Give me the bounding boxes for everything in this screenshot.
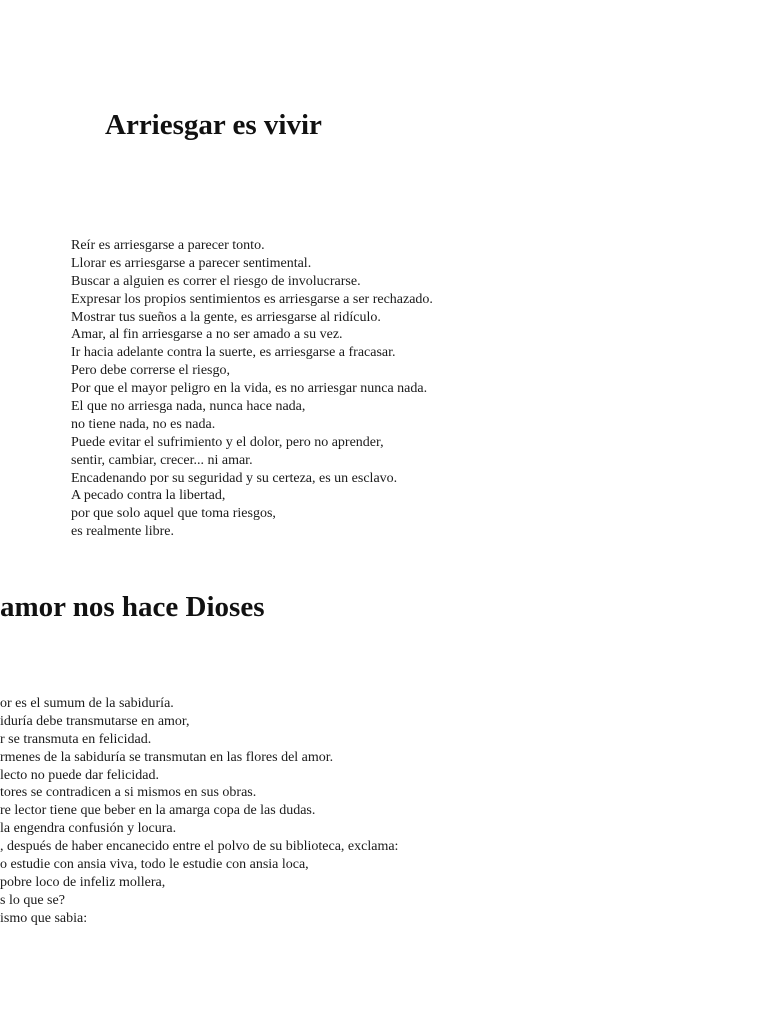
poem-line: Ir hacia adelante contra la suerte, es arriesgarse a fracasar.	[71, 345, 396, 361]
poem-line: Reír es arriesgarse a parecer tonto.	[71, 238, 265, 253]
poem-line: es realmente libre.	[71, 524, 175, 540]
poem-line: tores se contradicen a si mismos en sus obras.	[0, 785, 257, 801]
poem-line: Mostrar tus sueños a la gente, es arriesgarse al ridículo.	[71, 309, 381, 325]
poem-line: no tiene nada, no es nada.	[71, 416, 216, 432]
poem-amor-nos-hace-dioses	[0, 695, 398, 928]
poem-line: Llorar es arriesgarse a parecer sentimental.	[71, 255, 312, 271]
poem-line: r se transmuta en felicidad.	[0, 731, 152, 747]
section-title-amor-nos-hace-dioses: amor nos hace Dioses	[0, 591, 265, 623]
poem-line: o estudie con ansia viva, todo le estudie con ansia loca,	[0, 857, 309, 873]
poem-line: Buscar a alguien es correr el riesgo de involucrarse.	[71, 273, 361, 289]
poem-line: Amar, al fin arriesgarse a no ser amado a su vez.	[71, 327, 343, 343]
poem-line: El que no arriesga nada, nunca hace nada,	[71, 399, 306, 415]
poem-line: iduría debe transmutarse en amor,	[0, 713, 190, 729]
poem-line: Encadenando por su seguridad y su certeza, es un esclavo.	[71, 470, 398, 486]
section-title-arriesgar-es-vivir: Arriesgar es vivir	[105, 109, 322, 141]
poem-line: rmenes de la sabiduría se transmutan en las flores del amor.	[0, 749, 334, 765]
poem-line: pobre loco de infeliz mollera,	[0, 874, 166, 890]
poem-line: , después de haber encanecido entre el polvo de su biblioteca, exclama:	[0, 839, 399, 855]
poem-line: Pero debe correrse el riesgo,	[71, 363, 230, 379]
poem-line: Por que el mayor peligro en la vida, es no arriesgar nunca nada.	[71, 381, 428, 397]
poem-line: re lector tiene que beber en la amarga copa de las dudas.	[0, 803, 316, 819]
poem-line: or es el sumum de la sabiduría.	[0, 696, 174, 711]
poem-line: ismo que sabia:	[0, 910, 88, 926]
poem-line: Puede evitar el sufrimiento y el dolor, pero no aprender,	[71, 434, 384, 450]
poem-line: s lo que se?	[0, 892, 65, 908]
poem-line: sentir, cambiar, crecer... ni amar.	[71, 452, 253, 468]
poem-arriesgar-es-vivir	[71, 237, 433, 541]
poem-line: Expresar los propios sentimientos es arriesgarse a ser rechazado.	[71, 291, 433, 307]
poem-line: A pecado contra la libertad,	[71, 488, 226, 504]
poem-line: la engendra confusión y locura.	[0, 821, 177, 837]
poem-line: lecto no puede dar felicidad.	[0, 767, 159, 783]
poem-line: por que solo aquel que toma riesgos,	[71, 506, 276, 522]
